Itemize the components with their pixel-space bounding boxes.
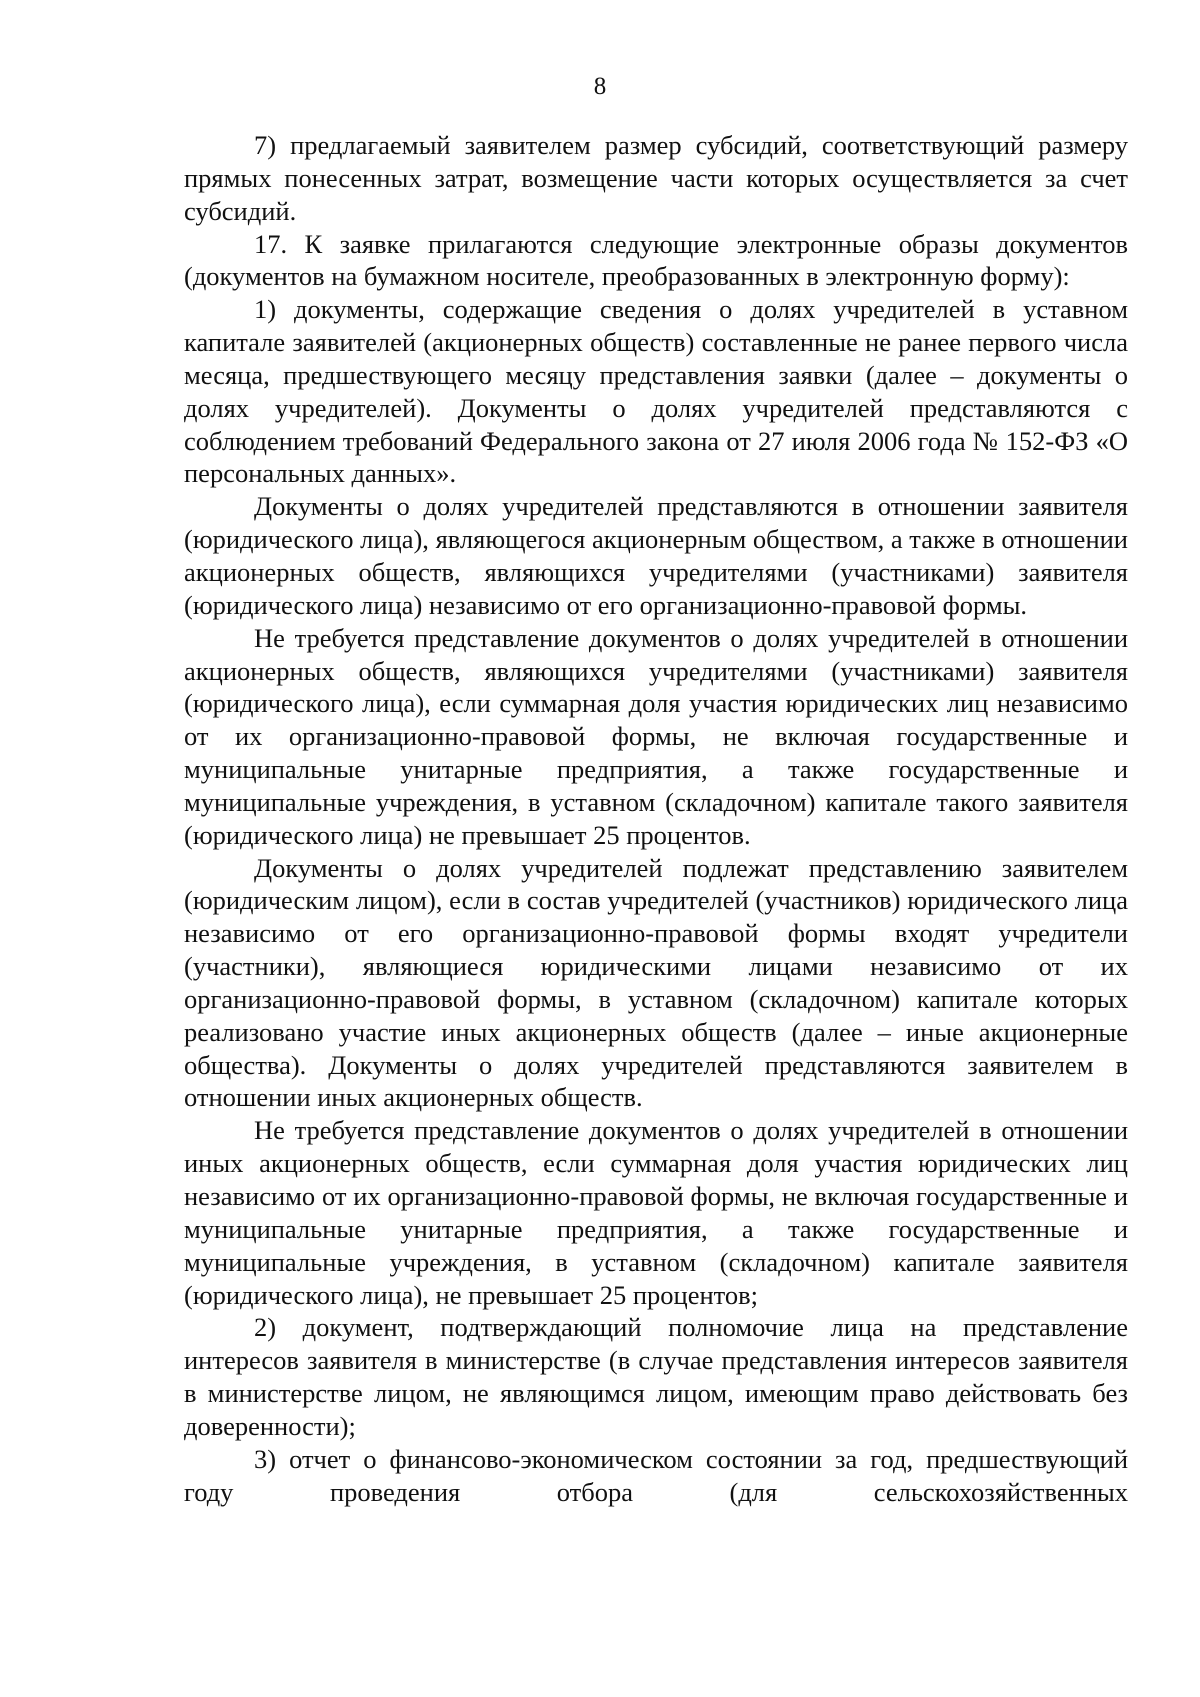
paragraph-no-requirement-other-joint-stock: Не требуется представление документов о долях учредителей в отношении иных акционерных обществ, если суммарная доля участия юридических лиц независимо от их организационно-правовой формы, не включая государственные и муниципальные унитарные предприятия, а также государственные и муниципальные учреждения, в уставном (складочном) капитале заявителя (юридического лица), не превышает 25 процентов; — [184, 1115, 1128, 1310]
paragraph-founders-documents-submission: Документы о долях учредителей подлежат представлению заявителем (юридическим лицом), если в состав учредителей (участников) юридического лица независимо от его организационно-правовой формы входят учредители (участники), являющиеся юридическими лицами независимо от их организационно-правовой формы, в уставном (складочном) капитале которых реализовано участие иных акционерных обществ (далее – иные акционерные общества). Документы о долях учредителей представляются заявителем в отношении иных акционерных обществ. — [184, 852, 1128, 1113]
page-number: 8 — [593, 73, 607, 100]
paragraph-item-3-financial-report: 3) отчет о финансово-экономическом состоянии за год, предшествующий году проведения отбора (для сельскохозяйственных — [184, 1443, 1128, 1507]
paragraph-17-attached-documents: 17. К заявке прилагаются следующие электронные образы документов (документов на бумажном носителе, преобразованных в электронную форму): — [184, 228, 1128, 292]
paragraph-founders-documents-scope: Документы о долях учредителей представляются в отношении заявителя (юридического лица), являющегося акционерным обществом, а также в отношении акционерных обществ, являющихся учредителями (участниками) заявителя (юридического лица) независимо от его организационно-правовой формы. — [184, 491, 1128, 620]
document-body — [184, 129, 1128, 1508]
paragraph-no-requirement-joint-stock: Не требуется представление документов о долях учредителей в отношении акционерных обществ, являющихся учредителями (участниками) заявителя (юридического лица), если суммарная доля участия юридических лиц независимо от их организационно-правовой формы, не включая государственные и муниципальные унитарные предприятия, а также государственные и муниципальные учреждения, в уставном (складочном) капитале такого заявителя (юридического лица) не превышает 25 процентов. — [184, 622, 1128, 850]
paragraph-item-7-subsidy-size: 7) предлагаемый заявителем размер субсидий, соответствующий размеру прямых понесенных затрат, возмещение части которых осуществляется за счет субсидий. — [184, 130, 1128, 226]
paragraph-item-1-founders-shares: 1) документы, содержащие сведения о долях учредителей в уставном капитале заявителей (акционерных обществ) составленные не ранее первого числа месяца, предшествующего месяцу представления заявки (далее – документы о долях учредителей). Документы о долях учредителей представляются с соблюдением требований Федерального закона от 27 июля 2006 года № 152-ФЗ «О персональных данных». — [184, 294, 1128, 489]
paragraph-item-2-authority-document: 2) документ, подтверждающий полномочие лица на представление интересов заявителя в министерстве (в случае представления интересов заявителя в министерстве лицом, не являющимся лицом, имеющим право действовать без доверенности); — [184, 1312, 1128, 1441]
